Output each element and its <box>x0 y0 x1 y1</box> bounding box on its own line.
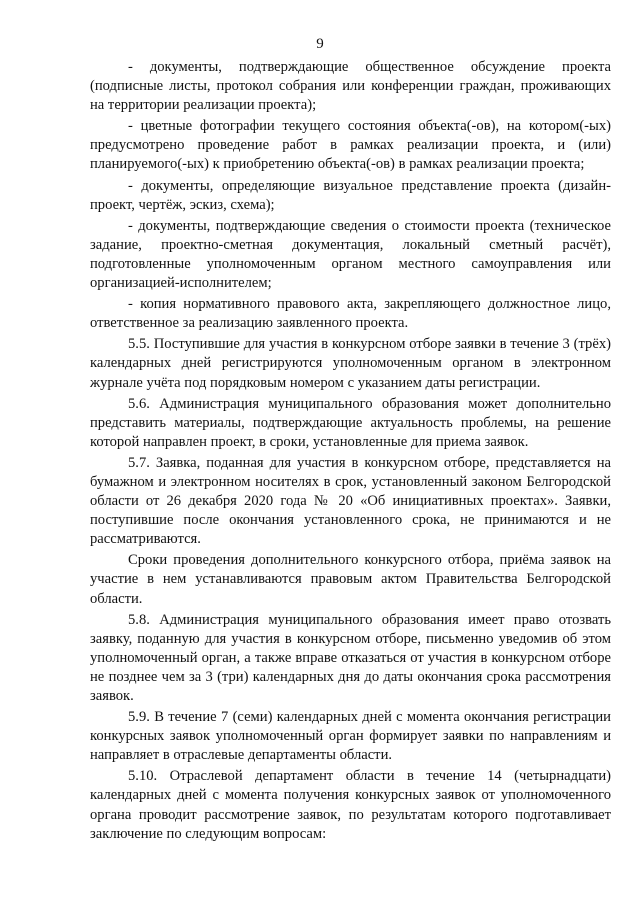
paragraph-clause-5-5: 5.5. Поступившие для участия в конкурсном отборе заявки в течение 3 (трёх) календарных дней регистрируются уполномоченным органом в электронном журнале учёта под порядковым номером с указанием даты регистрации. <box>90 336 611 391</box>
paragraph-clause-5-9: 5.9. В течение 7 (семи) календарных дней с момента окончания регистрации конкурсных заявок уполномоченный орган формирует заявки по направлениям и направляет в отраслевые департаменты области. <box>90 709 611 764</box>
page-number: 9 <box>316 36 324 52</box>
paragraph-list-item-visual-design: - документы, определяющие визуальное представление проекта (дизайн-проект, чертёж, эскиз, схема); <box>90 177 611 213</box>
paragraph-clause-5-7: 5.7. Заявка, поданная для участия в конкурсном отборе, представляется на бумажном и электронном носителях в срок, установленный законом Белгородской области от 26 декабря 2020 года № 20 «Об инициативных проектах». Заявки, поступившие после окончания установленного срока, не принимаются и не рассматриваются. <box>90 454 611 548</box>
paragraph-clause-5-6: 5.6. Администрация муниципального образования может дополнительно представить материалы, подтверждающие актуальность проблемы, на решение которой направлен проект, в сроки, установленные для приема заявок. <box>90 395 611 450</box>
paragraph-list-item-photos: - цветные фотографии текущего состояния объекта(-ов), на котором(-ых) предусмотрено проведение работ в рамках реализации проекта, и (или) планируемого(-ых) к приобретению объекта(-ов) в рамках реализации проекта; <box>90 118 611 173</box>
paragraph-list-item-public-discussion: - документы, подтверждающие общественное обсуждение проекта (подписные листы, протокол собрания или конференции граждан, проживающих на территории реализации проекта); <box>90 59 611 114</box>
paragraph-list-item-legal-act-copy: - копия нормативного правового акта, закрепляющего должностное лицо, ответственное за реализацию заявленного проекта. <box>90 296 611 332</box>
paragraph-additional-selection-terms: Сроки проведения дополнительного конкурсного отбора, приёма заявок на участие в нем устанавливаются правовым актом Правительства Белгородской области. <box>90 552 611 607</box>
paragraph-clause-5-8: 5.8. Администрация муниципального образования имеет право отозвать заявку, поданную для участия в конкурсном отборе, письменно уведомив об этом уполномоченный орган, а также вправе отказаться от участия в конкурсном отборе не позднее чем за 3 (три) календарных дня до даты окончания срока рассмотрения заявок. <box>90 611 611 704</box>
paragraph-list-item-cost-documents: - документы, подтверждающие сведения о стоимости проекта (техническое задание, проектно-сметная документация, локальный сметный расчёт), подготовленные уполномоченным органом местного самоуправления или организацией-исполнителем; <box>90 217 611 292</box>
paragraph-clause-5-10: 5.10. Отраслевой департамент области в течение 14 (четырнадцати) календарных дней с момента получения конкурсных заявок от уполномоченного органа проводит рассмотрение заявок, по результатам которого подготавливает заключение по следующим вопросам: <box>90 768 611 842</box>
document-body <box>90 58 611 846</box>
